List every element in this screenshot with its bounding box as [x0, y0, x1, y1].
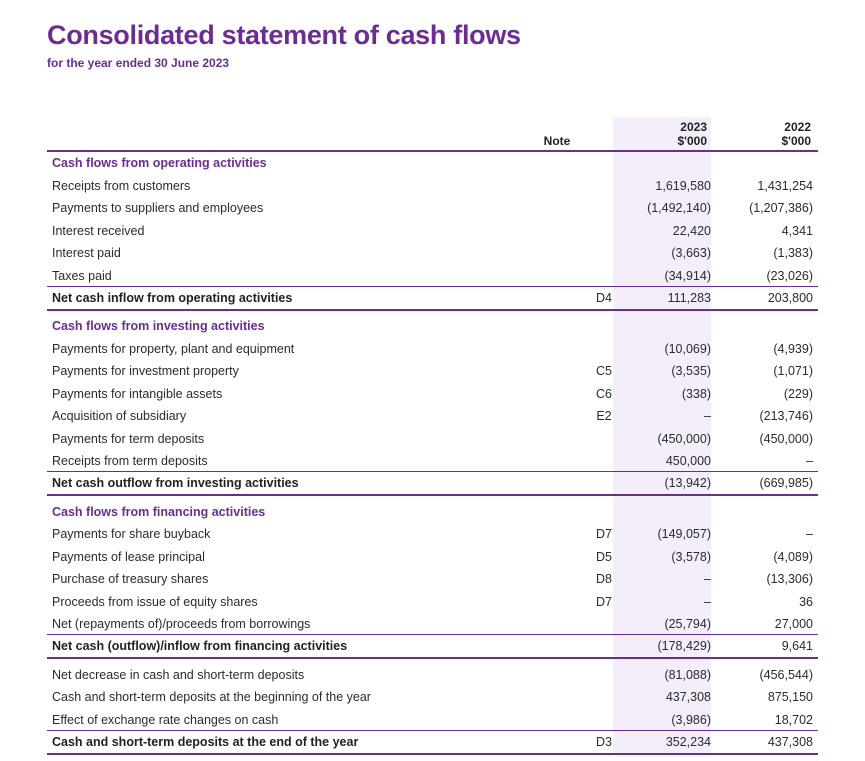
row-value-2022: –	[806, 527, 813, 541]
row-value-2023: (10,069)	[664, 342, 711, 356]
table-row	[47, 568, 818, 590]
row-value-2022: (229)	[783, 387, 813, 401]
page-subtitle: for the year ended 30 June 2023	[47, 56, 230, 70]
note-column-header: Note	[543, 134, 571, 148]
row-note: D4	[596, 291, 612, 305]
row-value-2022: (450,000)	[759, 432, 813, 446]
year-2022-label: 2022	[784, 120, 811, 134]
row-value-2023: –	[704, 409, 711, 423]
row-value-2023: 352,234	[665, 735, 711, 749]
total-row-closing-cash	[47, 730, 818, 755]
row-value-2023: –	[704, 572, 711, 586]
row-value-2023: 437,308	[665, 690, 711, 704]
row-label: Cash and short-term deposits at the end of the year	[52, 735, 359, 749]
year-2023-unit: $'000	[677, 134, 707, 148]
row-value-2023: –	[704, 595, 711, 609]
row-note: E2	[596, 409, 612, 423]
row-value-2022: (4,939)	[773, 342, 813, 356]
row-value-2022: (13,306)	[766, 572, 813, 586]
row-value-2022: 36	[799, 595, 813, 609]
row-note: D7	[596, 595, 612, 609]
row-value-2022: 4,341	[781, 224, 813, 238]
row-value-2022: 9,641	[781, 639, 813, 653]
row-value-2023: (81,088)	[664, 668, 711, 682]
row-note: D5	[596, 550, 612, 564]
row-value-2023: (178,429)	[657, 639, 711, 653]
table-row	[47, 405, 818, 427]
table-row	[47, 428, 818, 450]
section-label: Cash flows from financing activities	[52, 505, 266, 519]
row-value-2023: 22,420	[672, 224, 711, 238]
row-label: Interest paid	[52, 246, 121, 260]
row-note: C5	[596, 364, 612, 378]
row-label: Payments for term deposits	[52, 432, 205, 446]
row-value-2023: (450,000)	[657, 432, 711, 446]
row-label: Payments for property, plant and equipment	[52, 342, 295, 356]
table-row	[47, 664, 818, 686]
row-label: Cash and short-term deposits at the beginning of the year	[52, 690, 371, 704]
row-value-2023: 450,000	[665, 454, 711, 468]
row-label: Receipts from term deposits	[52, 454, 208, 468]
section-heading-financing	[47, 501, 818, 523]
year-2022-unit: $'000	[781, 134, 811, 148]
row-value-2022: (23,026)	[766, 269, 813, 283]
total-row-financing	[47, 634, 818, 659]
table-row	[47, 197, 818, 219]
row-value-2023: (338)	[681, 387, 711, 401]
row-value-2022: (669,985)	[759, 476, 813, 490]
row-value-2023: (13,942)	[664, 476, 711, 490]
row-value-2023: (3,535)	[671, 364, 711, 378]
page-title: Consolidated statement of cash flows	[47, 20, 521, 50]
year-2023-label: 2023	[680, 120, 707, 134]
table-row	[47, 709, 818, 731]
row-label: Net cash (outflow)/inflow from financing activities	[52, 639, 348, 653]
row-value-2022: (1,207,386)	[749, 201, 813, 215]
row-value-2023: (3,578)	[671, 550, 711, 564]
row-label: Payments of lease principal	[52, 550, 205, 564]
total-row-operating	[47, 286, 818, 311]
year-2023-column-header	[613, 120, 707, 148]
row-label: Payments for investment property	[52, 364, 239, 378]
row-value-2022: 437,308	[767, 735, 813, 749]
row-note: D7	[596, 527, 612, 541]
row-note: C6	[596, 387, 612, 401]
table-row	[47, 360, 818, 382]
row-value-2022: –	[806, 454, 813, 468]
row-value-2022: 875,150	[767, 690, 813, 704]
section-heading-operating	[47, 152, 818, 174]
row-label: Net cash outflow from investing activities	[52, 476, 299, 490]
year-2022-column-header	[713, 120, 811, 148]
row-label: Receipts from customers	[52, 179, 191, 193]
row-note: D8	[596, 572, 612, 586]
row-value-2023: (1,492,140)	[647, 201, 711, 215]
table-row	[47, 546, 818, 568]
row-label: Payments for intangible assets	[52, 387, 223, 401]
table-row	[47, 265, 818, 287]
row-label: Effect of exchange rate changes on cash	[52, 713, 279, 727]
row-value-2023: (149,057)	[657, 527, 711, 541]
table-row	[47, 338, 818, 360]
row-value-2023: (25,794)	[664, 617, 711, 631]
row-label: Taxes paid	[52, 269, 112, 283]
table-row	[47, 220, 818, 242]
table-row	[47, 591, 818, 613]
table-row	[47, 613, 818, 635]
row-value-2022: (456,544)	[759, 668, 813, 682]
section-heading-investing	[47, 315, 818, 337]
row-label: Interest received	[52, 224, 145, 238]
row-label: Payments to suppliers and employees	[52, 201, 264, 215]
row-value-2022: 27,000	[774, 617, 813, 631]
row-value-2023: 1,619,580	[655, 179, 711, 193]
table-row	[47, 175, 818, 197]
row-value-2022: (1,383)	[773, 246, 813, 260]
row-label: Acquisition of subsidiary	[52, 409, 187, 423]
table-row	[47, 686, 818, 708]
section-label: Cash flows from investing activities	[52, 319, 265, 333]
row-value-2022: (1,071)	[773, 364, 813, 378]
row-label: Net (repayments of)/proceeds from borrowings	[52, 617, 311, 631]
row-note: D3	[596, 735, 612, 749]
table-row	[47, 242, 818, 264]
row-value-2022: (4,089)	[773, 550, 813, 564]
row-label: Proceeds from issue of equity shares	[52, 595, 258, 609]
row-value-2022: 1,431,254	[757, 179, 813, 193]
row-value-2022: 18,702	[774, 713, 813, 727]
section-label: Cash flows from operating activities	[52, 156, 267, 170]
row-label: Net cash inflow from operating activities	[52, 291, 293, 305]
row-value-2023: (34,914)	[664, 269, 711, 283]
table-row	[47, 383, 818, 405]
row-label: Payments for share buyback	[52, 527, 211, 541]
table-row	[47, 450, 818, 472]
total-row-investing	[47, 471, 818, 496]
row-value-2022: (213,746)	[759, 409, 813, 423]
row-label: Net decrease in cash and short-term deposits	[52, 668, 305, 682]
row-value-2022: 203,800	[767, 291, 813, 305]
row-value-2023: (3,986)	[671, 713, 711, 727]
row-label: Purchase of treasury shares	[52, 572, 209, 586]
table-row	[47, 523, 818, 545]
row-value-2023: (3,663)	[671, 246, 711, 260]
row-value-2023: 111,283	[667, 291, 711, 305]
